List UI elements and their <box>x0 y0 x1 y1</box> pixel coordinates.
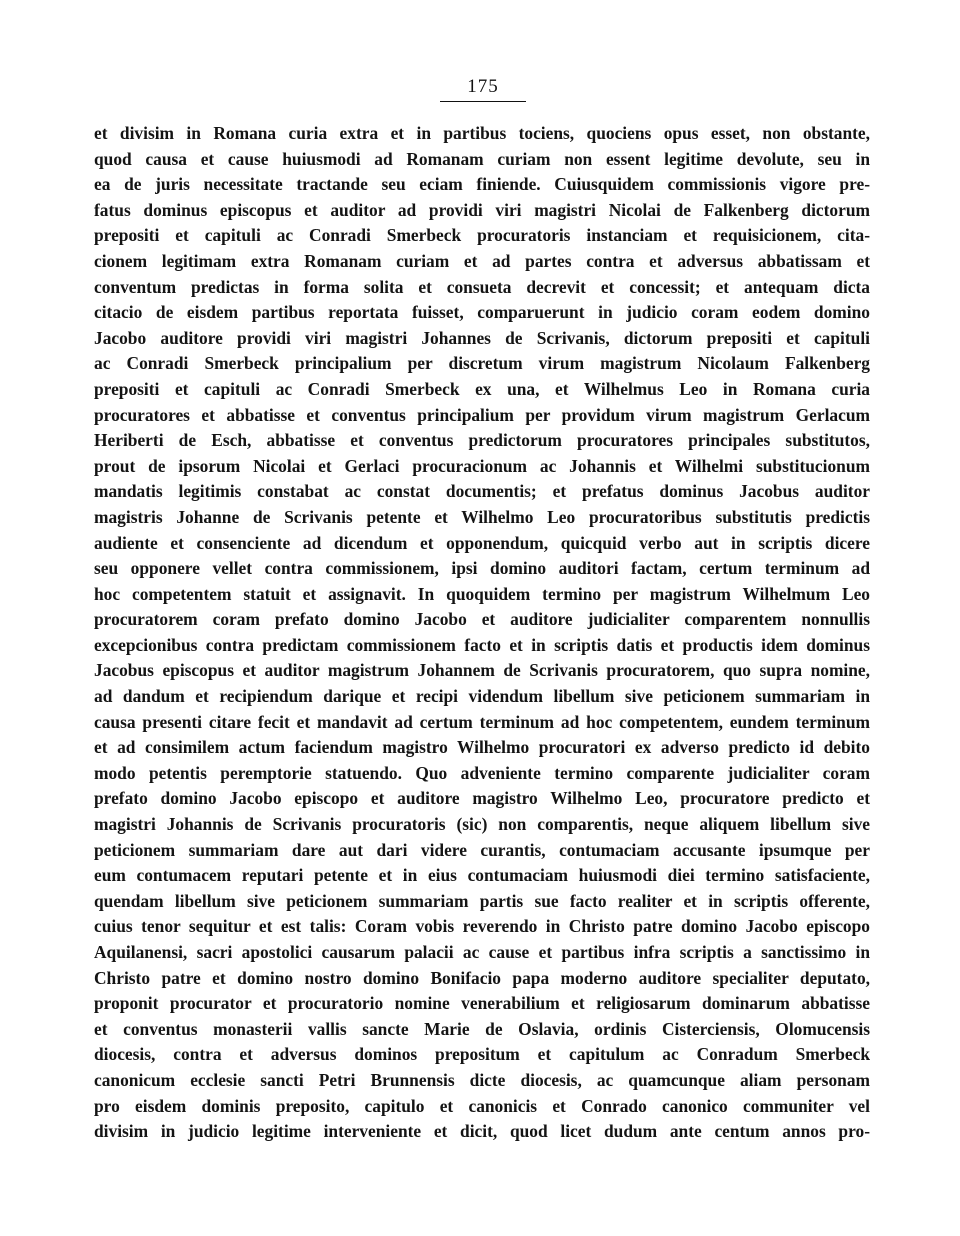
text-line: et ad consimilem actum faciendum magistro Wilhelmo procuratori ex adverso predicto id debito <box>94 737 870 758</box>
text-line: conventum predictas in forma solita et consueta decrevit et concessit; et antequam dicta <box>94 276 870 297</box>
text-line: seu opponere vellet contra commissionem, ipsi domino auditori factam, certum terminum ad <box>94 558 870 579</box>
text-line: citacio de eisdem partibus reportata fuisset, comparuerunt in judicio coram eodem domino <box>94 302 870 323</box>
text-line: peticionem summariam dare aut dari videre curantis, contumaciam accusante ipsumque per <box>94 839 870 860</box>
text-line: Jacobo auditore providi viri magistri Johannes de Scrivanis, dictorum prepositi et capituli <box>94 327 870 348</box>
text-line: ac Conradi Smerbeck principalium per discretum virum magistrum Nicolaum Falkenberg <box>94 353 870 374</box>
text-line: et conventus monasterii vallis sancte Marie de Oslavia, ordinis Cisterciensis, Olomucensis <box>94 1018 870 1039</box>
text-line: prout de ipsorum Nicolai et Gerlaci procuracionum ac Johannis et Wilhelmi substitucionum <box>94 455 870 476</box>
text-line: canonicum ecclesie sancti Petri Brunnensis dicte diocesis, ac quamcunque aliam personam <box>94 1069 870 1090</box>
text-line: divisim in judicio legitime interveniente et dicit, quod licet dudum ante centum annos pro- <box>94 1121 870 1142</box>
text-line <box>94 1145 870 1171</box>
text-line: modo petentis peremptorie statuendo. Quo adveniente termino comparente judicialiter coram <box>94 762 870 783</box>
text-line: eum contumacem reputari petente et in eius contumaciam huiusmodi diei termino satisfaciente, <box>94 865 870 886</box>
text-line: Christo patre et domino nostro domino Bonifacio papa moderno auditore specialiter deputato, <box>94 967 870 988</box>
text-line: prefato domino Jacobo episcopo et auditore magistro Wilhelmo Leo, procuratore predicto et <box>94 788 870 809</box>
text-line: causa presenti citare fecit et mandavit ad certum terminum ad hoc competentem, eundem terminum <box>94 711 870 732</box>
text-line: magistri Johannis de Scrivanis procuratoris (sic) non comparentis, neque aliquem libellum sive <box>94 814 870 835</box>
text-line: audiente et consenciente ad dicendum et opponendum, quicquid verbo aut in scriptis dicere <box>94 532 870 553</box>
text-line: proponit procurator et procuratorio nomine venerabilium et religiosarum dominarum abbatisse <box>94 993 870 1014</box>
text-line: ad dandum et recipiendum darique et recipi videndum libellum sive peticionem summariam in <box>94 686 870 707</box>
text-line: magistris Johanne de Scrivanis petente et Wilhelmo Leo procuratoribus substitutis predictis <box>94 506 870 527</box>
body-text <box>94 121 870 1170</box>
text-line: quendam libellum sive peticionem summariam partis sue facto realiter et in scriptis offerente, <box>94 890 870 911</box>
text-line: prepositi et capituli ac Conradi Smerbeck procuratoris instanciam et requisicionem, cita- <box>94 225 870 246</box>
text-line: cionem legitimam extra Romanam curiam et ad partes contra et adversus abbatissam et <box>94 250 870 271</box>
text-line: excepcionibus contra predictam commissionem facto et in scriptis datis et productis idem dominus <box>94 634 870 655</box>
text-line: et divisim in Romana curia extra et in partibus tociens, quociens opus esset, non obstante, <box>94 123 870 143</box>
text-line: hoc competentem statuit et assignavit. In quoquidem termino per magistrum Wilhelmum Leo <box>94 583 870 604</box>
page-number-rule <box>440 101 526 102</box>
text-line: cuius tenor sequitur et est talis: Coram vobis reverendo in Christo patre domino Jacobo episcopo <box>94 916 870 937</box>
text-line: Heriberti de Esch, abbatisse et conventus predictorum procuratores principales substitutos, <box>94 430 870 451</box>
text-line: Aquilanensi, sacri apostolici causarum palacii ac cause et partibus infra scriptis a sanctissimo in <box>94 942 870 962</box>
text-line: ea de juris necessitate tractande seu eciam finiende. Cuiusquidem commissionis vigore pre- <box>94 174 870 195</box>
text-line: procuratorem coram prefato domino Jacobo et auditore judicialiter comparentem nonnullis <box>94 609 870 630</box>
text-line: prepositi et capituli ac Conradi Smerbeck ex una, et Wilhelmus Leo in Romana curia <box>94 378 870 399</box>
text-line: Jacobus episcopus et auditor magistrum Johannem de Scrivanis procuratorem, quo supra nomine, <box>94 660 870 681</box>
text-line: quod causa et cause huiusmodi ad Romanam curiam non essent legitime devolute, seu in <box>94 148 870 169</box>
text-line: pro eisdem dominis preposito, capitulo et canonicis et Conrado canonico communiter vel <box>94 1095 870 1116</box>
text-line: procuratores et abbatisse et conventus principalium per providum virum magistrum Gerlacum <box>94 404 870 425</box>
page-number: 175 <box>467 76 499 97</box>
text-line: fatus dominus episcopus et auditor ad providi viri magistri Nicolai de Falkenberg dictorum <box>94 199 870 220</box>
text-line: diocesis, contra et adversus dominos prepositum et capitulum ac Conradum Smerbeck <box>94 1044 870 1065</box>
text-line: mandatis legitimis constabat ac constat documentis; et prefatus dominus Jacobus auditor <box>94 481 870 502</box>
